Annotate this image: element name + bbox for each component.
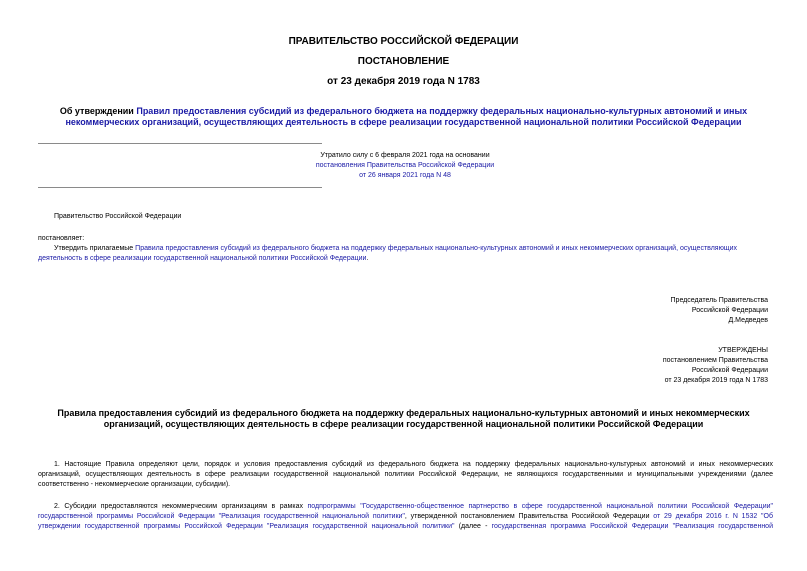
rules-title-line1: Правила предоставления субсидий из федерального бюджета на поддержку федеральных национально-культурных автономий и иных некоммерческих (57, 408, 750, 418)
approval-by: постановлением Правительства (662, 357, 768, 364)
government-heading: ПРАВИТЕЛЬСТВО РОССИЙСКОЙ ФЕДЕРАЦИИ (288, 36, 519, 47)
repeal-decree-link[interactable]: постановления Правительства Российской Федерации (315, 162, 495, 169)
paragraph-1 (38, 460, 773, 490)
approve-prefix: Утвердить прилагаемые (54, 245, 136, 252)
decree-1532-link[interactable]: от 29 декабря 2016 г. N 1532 "Об (653, 513, 773, 520)
document-title (20, 106, 787, 128)
approve-rules-link-continued[interactable]: деятельность в сфере реализации государственной национальной политики Российской Федерации (38, 255, 367, 262)
state-program-link[interactable]: государственной программы Российской Федерации "Реализация государственной национальной политики" (38, 513, 405, 520)
title-prefix: Об утверждении (59, 106, 137, 116)
rules-title (20, 408, 787, 430)
rules-title-line2: организаций, осуществляющих деятельность в сфере реализации государственной национальной политики Российской Федерации (103, 419, 704, 429)
document-date-number: от 23 декабря 2019 года N 1783 (327, 76, 480, 87)
approval-date: от 23 декабря 2019 года N 1783 (664, 377, 768, 384)
repeal-notice-line: Утратило силу с 6 февраля 2021 года на основании (320, 152, 490, 159)
state-program-reference-link[interactable]: государственная программа Российской Федерации "Реализация государственной (491, 523, 773, 530)
body-government: Правительство Российской Федерации (54, 213, 182, 220)
paragraph-1-line3: соответственно - некоммерческие организации, субсидии). (38, 481, 231, 488)
approve-suffix: . (366, 255, 369, 262)
divider-top (38, 143, 322, 144)
signature-block (500, 296, 768, 326)
paragraph-2-line1 (38, 502, 773, 512)
title-rules-link-continued[interactable]: некоммерческих организаций, осуществляющих деятельность в сфере реализации государственной национальной политики Российской Федерации (65, 117, 742, 127)
approval-heading: УТВЕРЖДЕНЫ (718, 347, 768, 354)
approve-rules-link[interactable]: Правила предоставления субсидий из федерального бюджета на поддержку федеральных национально-культурных автономий и иных некоммерческих организаций, осуществляющих (135, 245, 738, 252)
paragraph-2-mid: , утвержденной постановлением Правительства Российской Федерации (404, 513, 654, 520)
signature-name: Д.Медведев (728, 317, 768, 324)
paragraph-2-prefix: 2. Субсидии предоставляются некоммерческим организациям в рамках (54, 503, 308, 510)
repeal-decree-date-link[interactable]: от 26 января 2021 года N 48 (359, 172, 451, 179)
approval-block (500, 346, 768, 386)
signature-role: Председатель Правительства (670, 297, 768, 304)
body-decides: постановляет: (38, 235, 85, 242)
repeal-notice (250, 151, 560, 181)
paragraph-2-line3 (38, 522, 773, 532)
paragraph-2-suffix: (далее - (454, 523, 492, 530)
paragraph-2 (38, 502, 773, 532)
approval-by-country: Российской Федерации (691, 367, 768, 374)
paragraph-2-line2 (38, 512, 773, 522)
approve-paragraph (38, 244, 773, 264)
paragraph-1-line2: организаций, осуществляющих деятельность в сфере реализации государственной национальной политики Российской Федерации, не являющихся государственными и муниципальными учреждениями (далее (38, 471, 773, 478)
signature-role-country: Российской Федерации (691, 307, 768, 314)
decree-1532-link-continued[interactable]: утверждении государственной программы Российской Федерации "Реализация государственной национальной политики" (38, 523, 455, 530)
paragraph-1-line1: 1. Настоящие Правила определяют цели, порядок и условия предоставления субсидий из федерального бюджета на поддержку федеральных национально-культурных автономий и иных некоммерческих (54, 461, 773, 468)
title-rules-link[interactable]: Правил предоставления субсидий из федерального бюджета на поддержку федеральных национально-культурных автономий и иных (136, 106, 748, 116)
divider-bottom (38, 187, 322, 188)
subprogram-link[interactable]: подпрограммы "Государственно-общественное партнерство в сфере государственной национальной политики Российской Федерации" (307, 503, 773, 510)
document-type: ПОСТАНОВЛЕНИЕ (357, 56, 450, 67)
